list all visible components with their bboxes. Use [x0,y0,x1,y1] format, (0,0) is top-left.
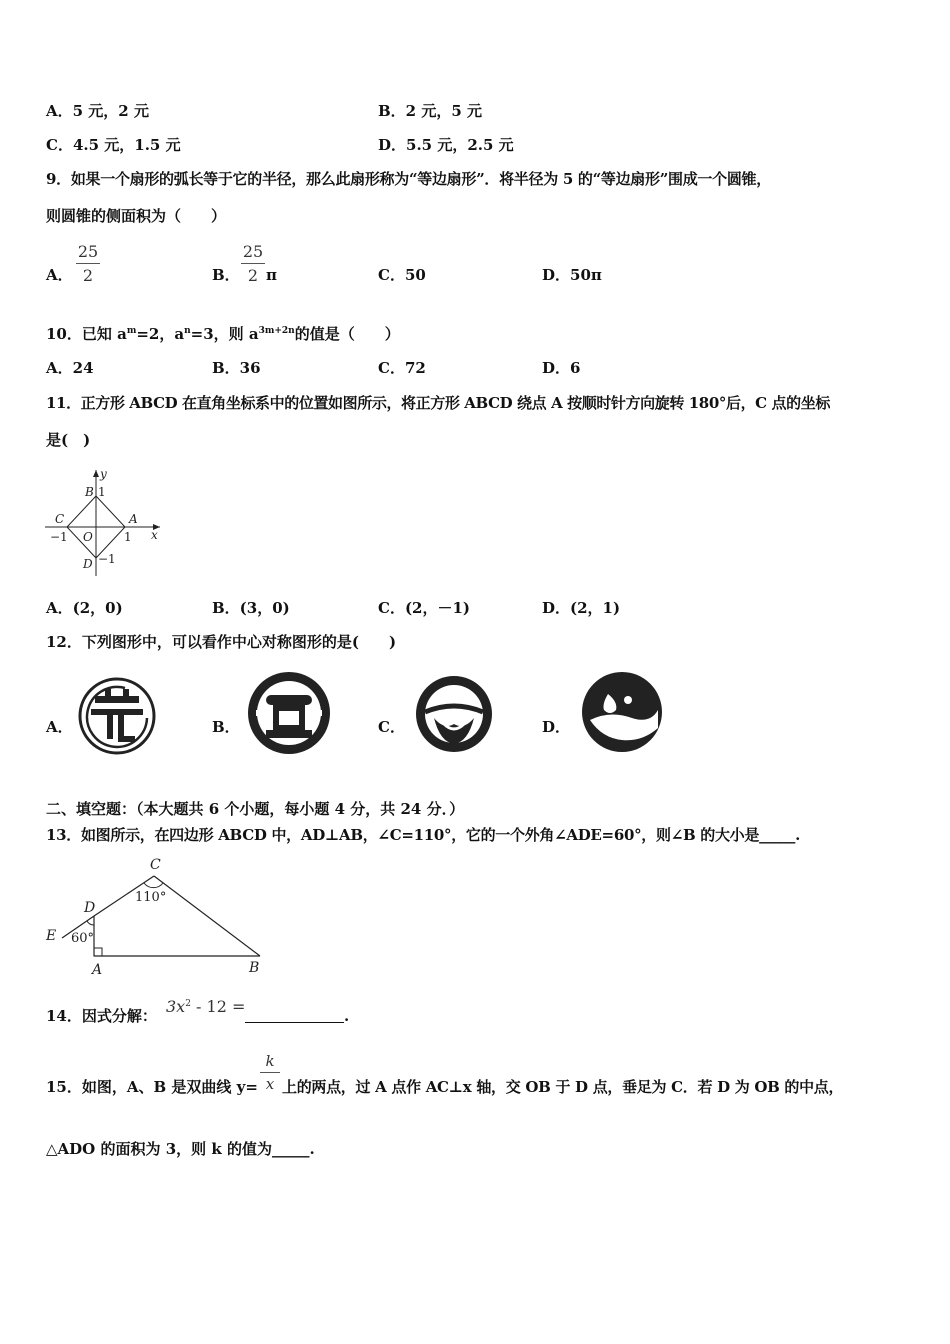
q10-option-c: C．72 [378,359,426,377]
fraction-denominator: x [265,1075,275,1093]
section-fill-blank-heading: 二、填空题：（本大题共 6 个小题，每小题 4 分，共 24 分．） [46,800,465,818]
q10-mid2: =3，则 a [190,325,259,343]
angle-d-arc [87,921,94,925]
label-b: B [249,960,260,976]
label-angle-d: 60° [71,931,95,946]
q9-option-a-fraction [76,242,100,285]
label-angle-c: 110° [135,890,167,905]
q9-option-a-label: A． [46,266,73,284]
q11-option-c: C．(2，－1) [378,599,471,617]
y-axis-arrow [93,470,99,477]
q10-suffix: 的值是（ ） [294,325,400,343]
q15-text-line2: △ADO 的面积为 3，则 k 的值为_____. [46,1140,315,1158]
q12-option-a-label: A． [46,718,73,736]
q14-period: . [344,1007,350,1025]
q8-option-b: B．2 元，5 元 [378,102,482,120]
q14-label: 14．因式分解： [46,1007,157,1025]
q9-option-b-label: B． [212,266,240,284]
q14-answer-blank[interactable] [245,1022,344,1023]
q12-emblem-c [414,674,494,754]
label-one-right: 1 [124,530,132,544]
q14-expr-exponent: 2 [185,999,191,1009]
q10-exp-main: 3m+2n [258,326,295,336]
label-d: D [84,900,96,916]
q11-text-line1: 11．正方形 ABCD 在直角坐标系中的位置如图所示，将正方形 ABCD 绕点 A 按顺时针方向旋转 180°后，C 点的坐标 [46,394,830,412]
q11-square-figure [40,466,170,586]
q14-expr-rest: - 12 = [190,997,246,1016]
label-c: C [55,512,65,526]
label-b: B [85,485,94,499]
fraction-bar [76,263,100,264]
fraction-denominator: 2 [82,266,94,285]
fraction-denominator: 2 [247,266,259,285]
q10-option-a: A．24 [46,359,94,377]
label-o: O [83,530,93,544]
q10-exp-m: m [126,326,137,336]
q8-option-d: D．5.5 元，2.5 元 [378,136,514,154]
q12-option-b-label: B． [212,718,240,736]
label-d: D [83,557,93,571]
q15-text-suffix: 上的两点，过 A 点作 AC⊥x 轴，交 OB 于 D 点，垂足为 C．若 D 为 OB 的中点， [282,1078,844,1096]
label-a: A [92,962,103,978]
q8-option-a: A．5 元，2 元 [46,102,149,120]
fraction-bar [241,263,265,264]
label-one-top: 1 [98,485,106,499]
q13-text: 13．如图所示，在四边形 ABCD 中，AD⊥AB，∠C=110°，它的一个外角∠ADE=60°，则∠B 的大小是_____. [46,826,800,844]
q11-option-b: B．(3，0) [212,599,290,617]
q14-expression [166,999,245,1015]
q10-mid1: =2，a [136,325,185,343]
label-neg1-left: −1 [50,530,68,544]
q10-text [46,327,400,342]
fraction-bar [260,1072,280,1073]
label-a: A [129,512,138,526]
q9-option-c: C．50 [378,266,426,284]
q12-option-d-label: D． [542,718,571,736]
label-c: C [150,857,161,873]
q12-emblem-d [580,670,664,754]
q11-text-line2: 是( ) [46,431,91,449]
q11-option-a: A．(2，0) [46,599,123,617]
q12-option-c-label: C． [378,718,405,736]
fraction-numerator: 25 [242,242,264,261]
q15-fraction-k-over-x [260,1052,280,1093]
q9-option-b-fraction [241,242,265,285]
q10-prefix: 10．已知 a [46,325,127,343]
q9-option-b-pi: π [266,266,277,284]
fraction-numerator: k [265,1052,275,1070]
q12-emblem-a [77,676,157,756]
q10-option-d: D．6 [542,359,581,377]
q11-option-d: D．(2，1) [542,599,621,617]
label-neg1-bottom: −1 [98,552,116,566]
label-e: E [46,928,57,944]
q9-option-d: D．50π [542,266,602,284]
q14-expr-3x: 3x [166,997,186,1016]
q9-text-line1: 9．如果一个扇形的弧长等于它的半径，那么此扇形称为“等边扇形”．将半径为 5 的“等边扇形”围成一个圆锥， [46,170,771,188]
angle-c-arc [144,883,163,888]
q13-quadrilateral-figure [44,854,274,979]
q12-text: 12．下列图形中，可以看作中心对称图形的是( ) [46,633,397,651]
q8-option-c: C．4.5 元，1.5 元 [46,136,181,154]
label-x: x [151,528,158,542]
q10-exp-n: n [184,326,191,336]
fraction-numerator: 25 [77,242,99,261]
q10-option-b: B．36 [212,359,261,377]
right-angle-mark [94,948,102,956]
q15-text-prefix: 15．如图，A、B 是双曲线 y= [46,1078,258,1096]
q12-emblem-b [246,670,332,756]
edge-cb [154,876,260,956]
label-y: y [100,467,107,481]
q9-text-line2: 则圆锥的侧面积为（ ） [46,207,227,225]
